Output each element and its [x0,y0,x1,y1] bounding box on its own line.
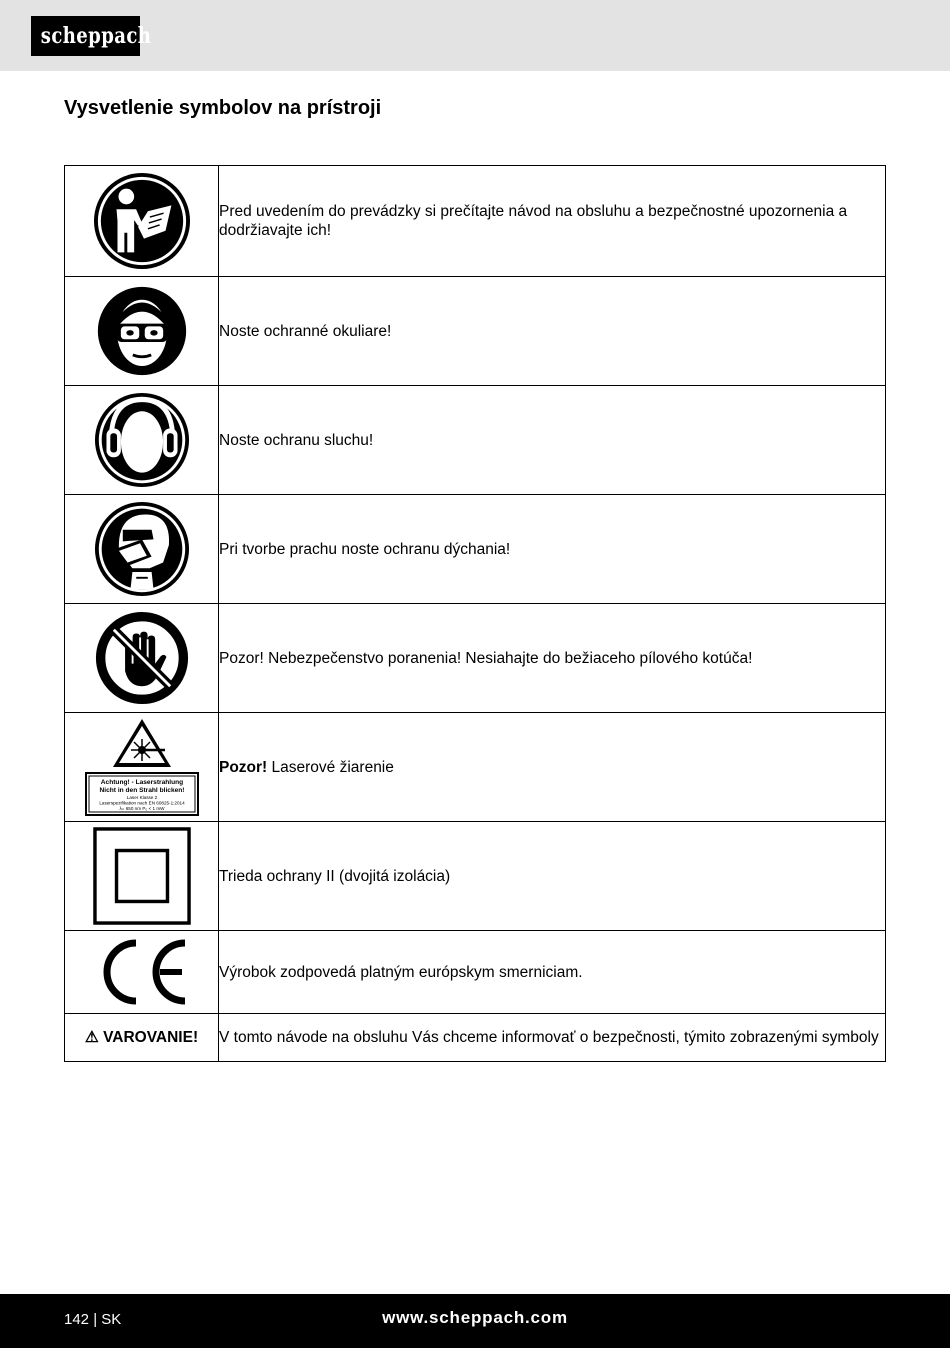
icon-cell [65,822,219,931]
icon-cell [65,166,219,277]
laser-label-line-1: Achtung! - Laserstrahlung [100,779,183,786]
icon-cell [65,604,219,713]
icon-cell [65,495,219,604]
description-bold: Pozor! [219,758,268,776]
read-manual-icon [93,172,191,270]
warning-triangle-icon: ⚠ [84,1029,99,1046]
table-row [65,822,886,931]
table-row [65,931,886,1014]
laser-label-line-3: Laser Klasse 2 [126,795,157,800]
table-row [65,713,886,822]
language-code: SK [101,1311,122,1328]
laser-label-line-5: λ= 650 nm P₀ < 1 mW [118,806,165,811]
page-title: Vysvetlenie symbolov na prístroji [64,97,382,119]
icon-cell [65,1014,219,1062]
page-number-value: 142 [64,1311,90,1328]
warning-label [85,1029,198,1046]
symbol-table [64,165,886,1062]
description-cell: V tomto návode na obsluhu Vás chceme informovať o bezpečnosti, týmito zobrazenými symboly [219,1014,886,1062]
icon-cell [65,713,219,822]
no-hand-icon [95,611,189,705]
table-row [65,604,886,713]
logo-text: scheppach [40,23,152,49]
safety-goggles-icon [96,285,188,377]
description-cell: Výrobok zodpovedá platným európskym smerniciam. [219,931,886,1014]
ear-protection-icon [94,392,190,488]
table-row [65,277,886,386]
description-cell: Noste ochranu sluchu! [219,386,886,495]
protection-class-ii-icon [93,827,191,925]
description-cell: Pozor! Nebezpečenstvo poranenia! Nesiahajte do bežiaceho pílového kotúča! [219,604,886,713]
description-cell: Pri tvorbe prachu noste ochranu dýchania! [219,495,886,604]
page-header [0,0,950,71]
respirator-icon [94,501,190,597]
description-cell: Trieda ochrany II (dvojitá izolácia) [219,822,886,931]
description-cell: Pred uvedením do prevádzky si prečítajte návod na obsluhu a bezpečnostné upozornenia a dodržiavajte ich! [219,166,886,277]
description-cell [219,713,886,822]
website-link[interactable]: www.scheppach.com [382,1308,568,1327]
ce-mark-icon [96,939,188,1005]
table-row [65,386,886,495]
laser-warning-icon [85,717,199,817]
page-footer [0,1294,950,1348]
icon-cell [65,386,219,495]
table-row [65,1014,886,1062]
laser-label-line-2: Nicht in den Strahl blicken! [99,787,184,794]
table-row [65,166,886,277]
footer-separator: | [93,1311,98,1328]
scheppach-logo [31,16,152,56]
warning-label-text: VAROVANIE! [103,1029,199,1046]
icon-cell [65,931,219,1014]
description-cell: Noste ochranné okuliare! [219,277,886,386]
icon-cell [65,277,219,386]
table-row [65,495,886,604]
laser-label-line-4: Laserspezifikation nach EN 60825-1:2014 [98,800,185,806]
description-rest: Laserové žiarenie [267,758,394,776]
